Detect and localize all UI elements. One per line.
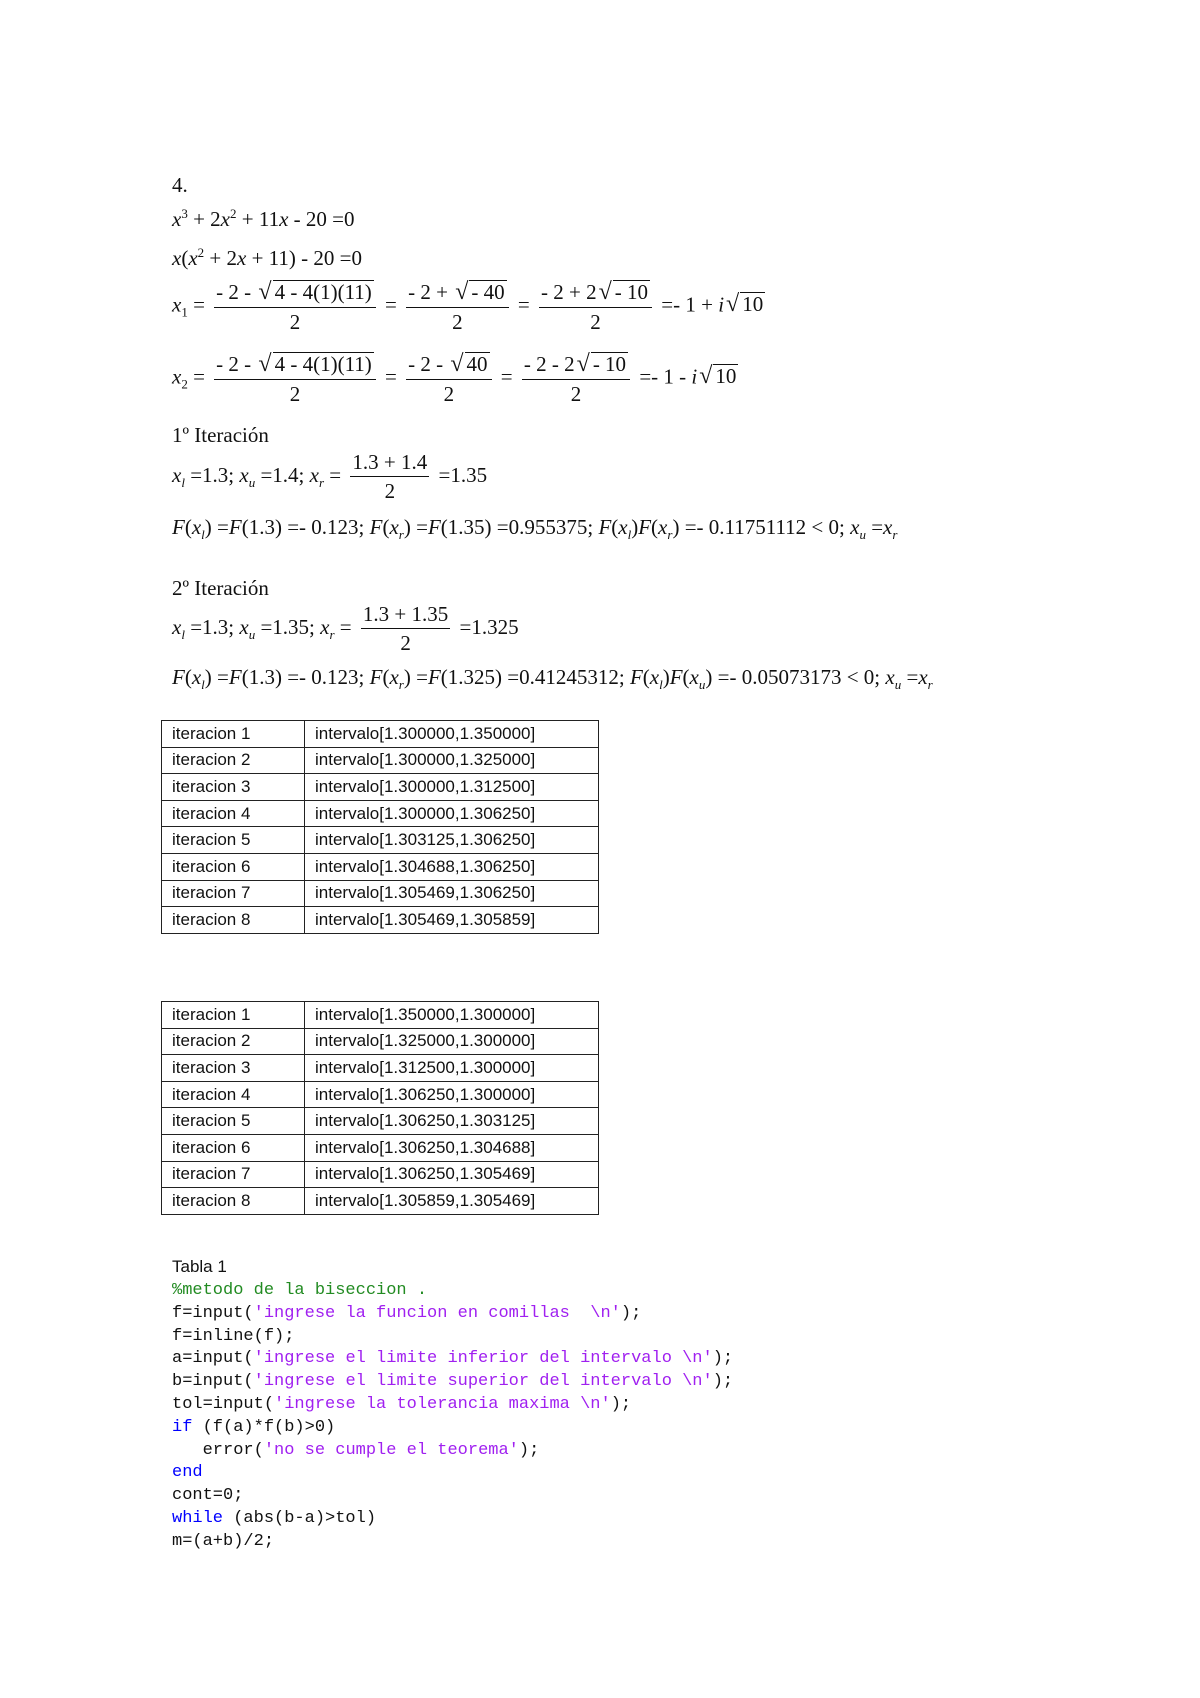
fraction: $\frac{- 2 + √ - 40}{2}$ <box>406 280 509 333</box>
interval-value: intervalo[1.350000,1.300000] <box>305 1002 599 1029</box>
table-row <box>162 880 599 907</box>
table-row <box>162 1108 599 1135</box>
code-line: if (f(a)*f(b)>0) <box>172 1417 336 1437</box>
iteration-label: iteracion 3 <box>162 774 305 801</box>
root-2-derivation: $x_2$ = $\frac{- 2 - √ 4 - 4(1)(11)}{2}$ = $\frac{- 2 - √ 40}{2}$ = $\frac{- 2 - 2√ - 10}{2}$ =- 1 - i√ 10 <box>172 351 737 406</box>
code-line: b=input('ingrese el limite superior del intervalo \n'); <box>172 1372 734 1392</box>
table-row <box>162 747 599 774</box>
interval-value: intervalo[1.306250,1.303125] <box>305 1108 599 1135</box>
iteration-label: iteracion 4 <box>162 800 305 827</box>
interval-value: intervalo[1.300000,1.350000] <box>305 721 599 748</box>
code-listing <box>172 1280 733 1554</box>
code-line: cont=0; <box>172 1486 244 1506</box>
iteration-label: iteracion 7 <box>162 1161 305 1188</box>
iteration-2-values: $x_l =1.3$; $x_u =1.35$; $x_r$ = $\frac{1.3 + 1.35}{2}$ =1.325 <box>172 602 519 655</box>
table-row <box>162 800 599 827</box>
code-line: f=input('ingrese la funcion en comillas \n'); <box>172 1303 642 1323</box>
iterations-table-2 <box>161 1001 599 1215</box>
iterations-table-1 <box>161 720 599 934</box>
table-row <box>162 827 599 854</box>
iteration-1-evaluation: $F(x_l) =F(1.3) =- 0.123$; $F(x_r) =F(1.35) =0.955375$; $F(x_l)F(x_r) =- 0.11751112 < 0$; $x_u =x_r$ <box>172 515 898 543</box>
interval-value: intervalo[1.300000,1.306250] <box>305 800 599 827</box>
code-line: %metodo de la biseccion . <box>172 1281 428 1300</box>
iteration-label: iteracion 8 <box>162 1188 305 1215</box>
interval-value: intervalo[1.300000,1.325000] <box>305 747 599 774</box>
table-row <box>162 1002 599 1029</box>
fraction: $\frac{- 2 - √ 4 - 4(1)(11)}{2}$ <box>214 352 376 405</box>
fraction: $\frac{- 2 + 2√ - 10}{2}$ <box>539 280 652 333</box>
iteration-1-values: $x_l =1.3$; $x_u =1.4$; $x_r$ = $\frac{1.3 + 1.4}{2}$ =1.35 <box>172 450 488 503</box>
code-line: while (abs(b-a)>tol) <box>172 1508 377 1528</box>
iteration-label: iteracion 5 <box>162 827 305 854</box>
code-line: end <box>172 1463 203 1483</box>
iteration-label: iteracion 4 <box>162 1081 305 1108</box>
root-1-derivation: $x_1$ = $\frac{- 2 - √ 4 - 4(1)(11)}{2}$ = $\frac{- 2 + √ - 40}{2}$ = $\frac{- 2 + 2√ - 10}{2}$ =- 1 + i√ 10 <box>172 279 764 334</box>
iteration-label: iteracion 6 <box>162 1134 305 1161</box>
table-row <box>162 1081 599 1108</box>
code-line: tol=input('ingrese la tolerancia maxima \n'); <box>172 1394 632 1414</box>
iteration-label: iteracion 6 <box>162 853 305 880</box>
code-line: m=(a+b)/2; <box>172 1531 275 1551</box>
iteration-1-heading: 1º Iteración <box>172 423 269 447</box>
iteration-label: iteracion 7 <box>162 880 305 907</box>
code-line: error('no se cumple el teorema'); <box>172 1440 540 1460</box>
code-line: f=inline(f); <box>172 1326 295 1346</box>
interval-value: intervalo[1.325000,1.300000] <box>305 1028 599 1055</box>
iteration-2-heading: 2º Iteración <box>172 576 269 600</box>
interval-value: intervalo[1.304688,1.306250] <box>305 853 599 880</box>
interval-value: intervalo[1.305469,1.305859] <box>305 907 599 934</box>
interval-value: intervalo[1.306250,1.304688] <box>305 1134 599 1161</box>
table-caption: Tabla 1 <box>172 1257 227 1276</box>
iteration-label: iteracion 2 <box>162 747 305 774</box>
interval-value: intervalo[1.303125,1.306250] <box>305 827 599 854</box>
table-row <box>162 1134 599 1161</box>
table-row <box>162 721 599 748</box>
table-row <box>162 774 599 801</box>
iteration-label: iteracion 2 <box>162 1028 305 1055</box>
table-row <box>162 1188 599 1215</box>
table-row <box>162 1055 599 1082</box>
table-row <box>162 1161 599 1188</box>
interval-value: intervalo[1.306250,1.305469] <box>305 1161 599 1188</box>
iteration-label: iteracion 5 <box>162 1108 305 1135</box>
fraction: $\frac{1.3 + 1.35}{2}$ <box>362 602 449 655</box>
problem-number: 4. <box>172 173 188 197</box>
iteration-label: iteracion 1 <box>162 721 305 748</box>
table-row <box>162 907 599 934</box>
iteration-label: iteracion 3 <box>162 1055 305 1082</box>
iteration-2-evaluation: $F(x_l) =F(1.3) =- 0.123$; $F(x_r) =F(1.325) =0.41245312$; $F(x_l)F(x_u) =- 0.05073173 < 0$; $x_u =x_r$ <box>172 665 933 693</box>
iteration-label: iteracion 8 <box>162 907 305 934</box>
interval-value: intervalo[1.306250,1.300000] <box>305 1081 599 1108</box>
equation-factored: $x(x^2 + 2x + 11) - 20 =0$ <box>172 245 362 270</box>
table-row <box>162 1028 599 1055</box>
interval-value: intervalo[1.312500,1.300000] <box>305 1055 599 1082</box>
fraction: $\frac{- 2 - 2√ - 10}{2}$ <box>522 352 630 405</box>
fraction: $\frac{- 2 - √ 4 - 4(1)(11)}{2}$ <box>214 280 376 333</box>
interval-value: intervalo[1.305469,1.306250] <box>305 880 599 907</box>
interval-value: intervalo[1.300000,1.312500] <box>305 774 599 801</box>
fraction: $\frac{1.3 + 1.4}{2}$ <box>352 450 428 503</box>
fraction: $\frac{- 2 - √ 40}{2}$ <box>406 352 491 405</box>
code-line: a=input('ingrese el limite inferior del intervalo \n'); <box>172 1349 734 1369</box>
iteration-label: iteracion 1 <box>162 1002 305 1029</box>
interval-value: intervalo[1.305859,1.305469] <box>305 1188 599 1215</box>
equation-cubic: $x^3 + 2x^2 + 11x - 20 =0$ <box>172 206 355 231</box>
table-row <box>162 853 599 880</box>
